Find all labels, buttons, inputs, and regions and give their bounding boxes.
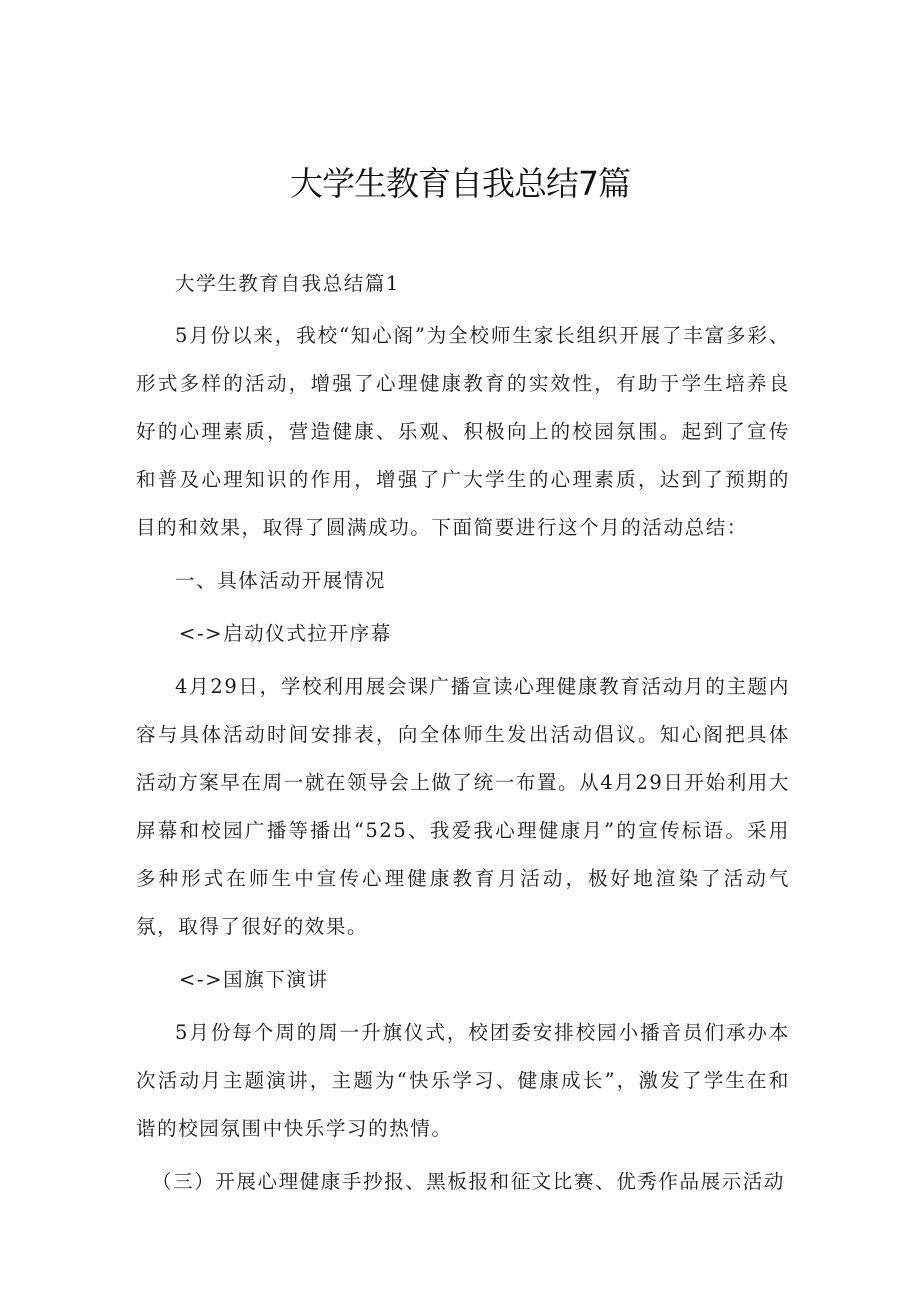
subheading-launch-ceremony: <->启动仪式拉开序幕 <box>179 622 392 645</box>
document-title: 大学生教育自我总结7篇 <box>290 164 630 203</box>
document-body <box>136 260 790 1206</box>
paragraph-launch-ceremony: 4月29日，学校利用展会课广播宣读心理健康教育活动月的主题内容与具体活动时间安排表，向全体师生发出活动倡议。知心阁把具体活动方案早在周一就在领导会上做了统一布置。从4月29日开始利用大屏幕和校园广播等播出“525、我爱我心理健康月”的宣传标语。采用多种形式在师生中宣传心理健康教育月活动，极好地渲染了活动气氛，取得了很好的效果。 <box>136 675 790 938</box>
paragraph-flag-speech: 5月份每个周的周一升旗仪式，校团委安排校园小播音员们承办本次活动月主题演讲，主题为“快乐学习、健康成长”，激发了学生在和谐的校园氛围中快乐学习的热情。 <box>136 1021 790 1140</box>
subheading-flag-speech: <->国旗下演讲 <box>179 968 329 991</box>
section-heading-1: 大学生教育自我总结篇1 <box>175 272 401 295</box>
paragraph-intro: 5月份以来，我校“知心阁”为全校师生家长组织开展了丰富多彩、形式多样的活动，增强了心理健康教育的实效性，有助于学生培养良好的心理素质，营造健康、乐观、积极向上的校园氛围。起到了宣传和普及心理知识的作用，增强了广大学生的心理素质，达到了预期的目的和效果，取得了圆满成功。下面简要进行这个月的活动总结： <box>136 324 790 539</box>
subheading-handwritten-newspaper: （三）开展心理健康手抄报、黑板报和征文比赛、优秀作品展示活动 <box>152 1170 786 1193</box>
section-heading-activities: 一、具体活动开展情况 <box>175 569 387 592</box>
